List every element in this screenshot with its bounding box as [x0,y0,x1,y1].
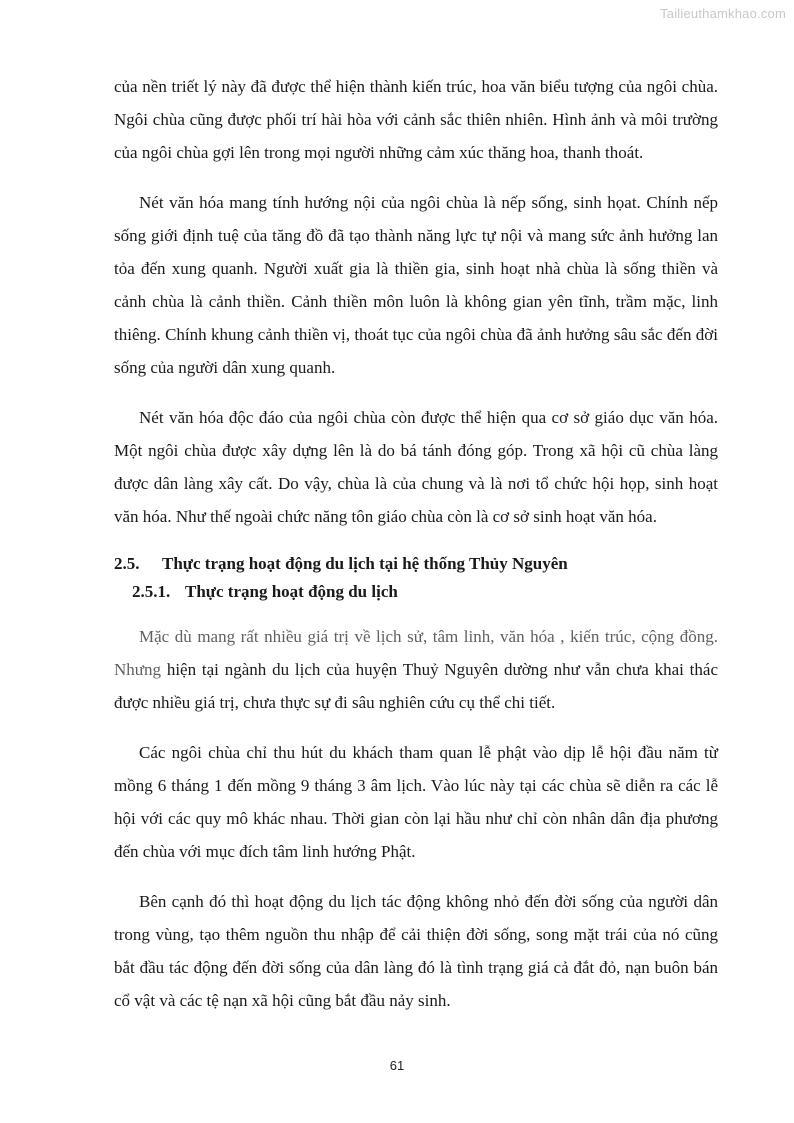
page-number: 61 [389,1058,405,1073]
subsection-number: 2.5.1. [132,582,171,601]
paragraph-5: Các ngôi chùa chỉ thu hút du khách tham quan lễ phật vào dịp lễ hội đầu năm từ mồng 6 tháng 1 đến mồng 9 tháng 3 âm lịch. Vào lúc này tại các chùa sẽ diễn ra các lễ hội với các quy mô khác nhau. Thời gian còn lại hầu như chỉ còn nhân dân địa phương đến chùa với mục đích tâm linh hướng Phật. [114,743,718,861]
paragraph-4-gray-text: Mặc dù mang rất nhiều giá trị về lịch sử, tâm linh, văn hóa , kiến trúc, cộng đồng. Nhưng [114,627,718,679]
section-title: Thực trạng hoạt động du lịch tại hệ thống Thủy Nguyên [162,554,568,573]
paragraph-4 [114,620,718,719]
subsection-heading-2-5-1 [132,578,718,606]
paragraph-2: Nét văn hóa mang tính hướng nội của ngôi chùa là nếp sống, sinh họat. Chính nếp sống giới định tuệ của tăng đồ đã tạo thành năng lực tự nội và mang sức ảnh hưởng lan tỏa đến xung quanh. Người xuất gia là thiền gia, sinh hoạt nhà chùa là sống thiền và cảnh chùa là cảnh thiền. Cảnh thiền môn luôn là không gian yên tĩnh, trầm mặc, linh thiêng. Chính khung cảnh thiền vị, thoát tục của ngôi chùa đã ảnh hưởng sâu sắc đến đời sống của người dân xung quanh. [114,193,718,377]
paragraph-6: Bên cạnh đó thì hoạt động du lịch tác động không nhỏ đến đời sống của người dân trong vùng, tạo thêm nguồn thu nhập để cải thiện đời sống, song mặt trái của nó cũng bắt đầu tác động đến đời sống của dân làng đó là tình trạng giá cả đắt đỏ, nạn buôn bán cổ vật và các tệ nạn xã hội cũng bắt đầu nảy sinh. [114,892,718,1010]
watermark: Tailieuthamkhao.com [660,6,786,21]
section-number: 2.5. [114,554,140,573]
subsection-title: Thực trạng hoạt động du lịch [185,582,398,601]
paragraph-1: của nền triết lý này đã được thể hiện thành kiến trúc, hoa văn biểu tượng của ngôi chùa. Ngôi chùa cũng được phối trí hài hòa với cảnh sắc thiên nhiên. Hình ảnh và môi trường của ngôi chùa gợi lên trong mọi người những cảm xúc thăng hoa, thanh thoát. [114,77,718,162]
paragraph-4-text: hiện tại ngành du lịch của huyện Thuỷ Nguyên dường như vẫn chưa khai thác được nhiều giá trị, chưa thực sự đi sâu nghiên cứu cụ thể chi tiết. [114,660,718,712]
paragraph-3: Nét văn hóa độc đáo của ngôi chùa còn được thể hiện qua cơ sở giáo dục văn hóa. Một ngôi chùa được xây dựng lên là do bá tánh đóng góp. Trong xã hội cũ chùa làng được dân làng xây cất. Do vậy, chùa là của chung và là nơi tổ chức hội họp, sinh hoạt văn hóa. Như thế ngoài chức năng tôn giáo chùa còn là cơ sở sinh hoạt văn hóa. [114,408,718,526]
section-heading-2-5 [114,550,718,578]
document-page [114,70,718,1034]
